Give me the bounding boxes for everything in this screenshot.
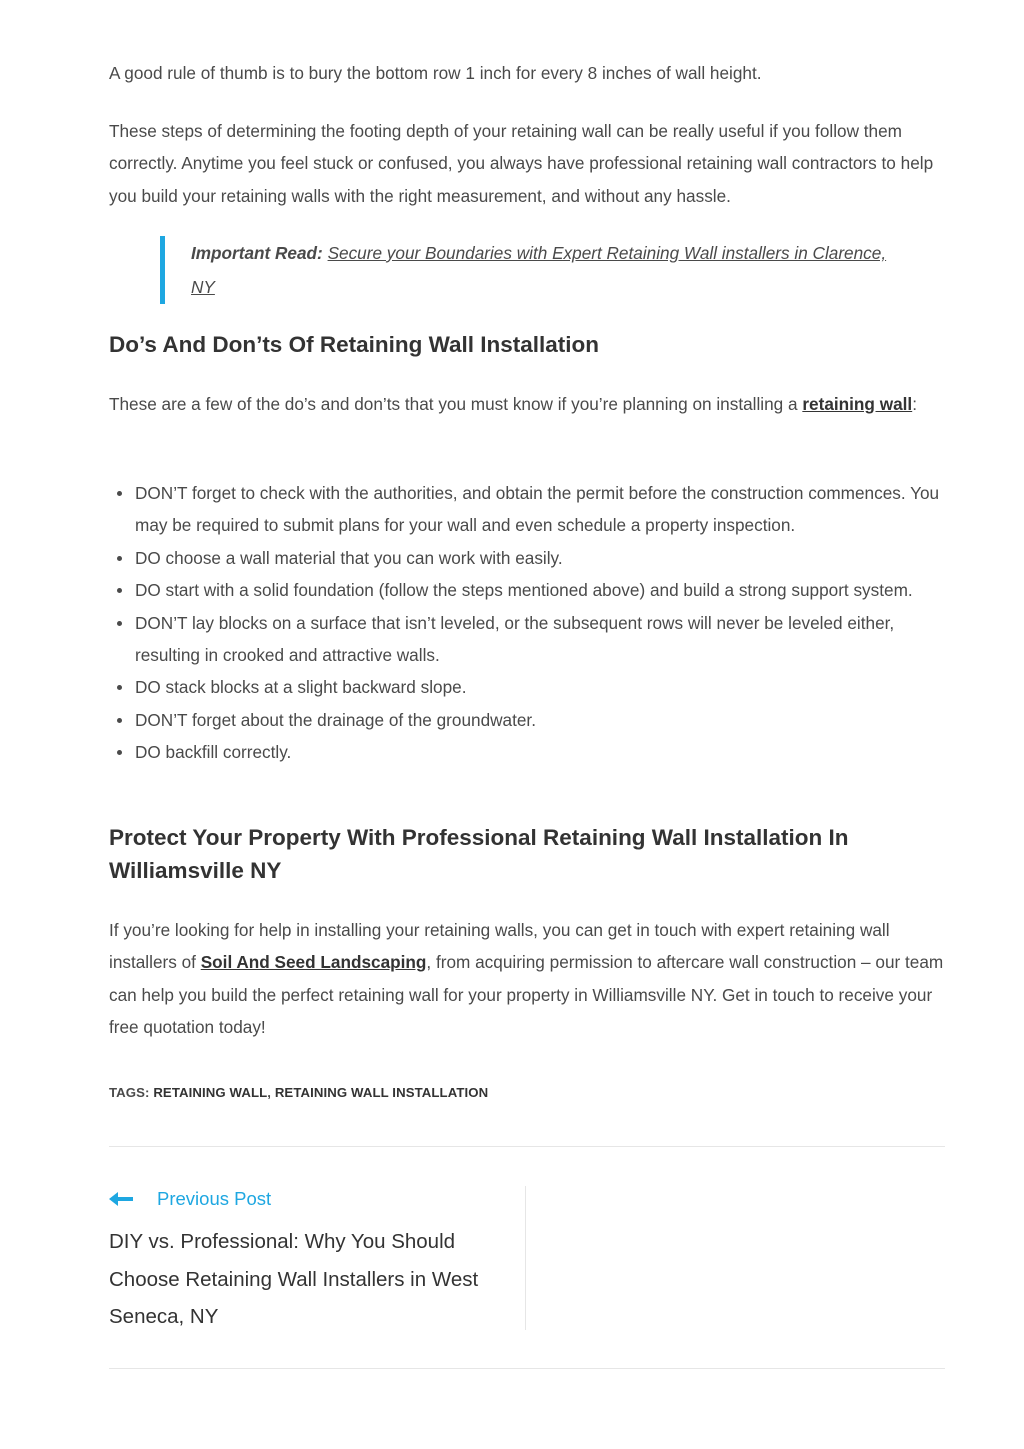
dos-intro-colon: :: [912, 394, 917, 414]
heading-protect-property: Protect Your Property With Professional Retaining Wall Installation In Williamsville NY: [109, 825, 849, 883]
previous-post-nav[interactable]: [109, 1186, 527, 1330]
previous-post-label-row[interactable]: [109, 1188, 271, 1210]
list-item: DON’T lay blocks on a surface that isn’t leveled, or the subsequent rows will never be leveled either, resulting in crooked and attractive walls.: [135, 607, 955, 672]
dos-intro-text: These are a few of the do’s and don’ts that you must know if you’re planning on installing a: [109, 394, 803, 414]
heading-dos-donts: Do’s And Don’ts Of Retaining Wall Installation: [109, 332, 600, 357]
tags-separator: ,: [267, 1085, 275, 1100]
paragraph-contact: [109, 914, 945, 1044]
important-read-quote: [160, 236, 911, 304]
paragraph-rule-of-thumb: A good rule of thumb is to bury the bottom row 1 inch for every 8 inches of wall height.: [109, 63, 762, 83]
post-nav-divider: [525, 1186, 526, 1330]
soil-and-seed-link[interactable]: Soil And Seed Landscaping: [200, 952, 427, 973]
tags-label: TAGS:: [109, 1085, 150, 1100]
list-item: DO backfill correctly.: [135, 736, 955, 768]
list-item: DON’T forget about the drainage of the groundwater.: [135, 704, 955, 736]
list-item: DO stack blocks at a slight backward slope.: [135, 671, 955, 703]
previous-post-title[interactable]: DIY vs. Professional: Why You Should Choose Retaining Wall Installers in West Seneca, NY: [109, 1230, 479, 1328]
arrow-left-icon: [109, 1192, 135, 1206]
tag-link-retaining-wall[interactable]: RETAINING WALL: [153, 1085, 268, 1100]
retaining-wall-link[interactable]: retaining wall: [802, 394, 913, 414]
divider-bottom: [109, 1368, 945, 1369]
list-item: DON’T forget to check with the authorities, and obtain the permit before the construction commences. You may be required to submit plans for your wall and even schedule a property inspection.: [135, 477, 955, 542]
dos-donts-list: [109, 477, 955, 769]
divider-top: [109, 1146, 945, 1147]
post-tags: [109, 1085, 488, 1100]
important-read-label: Important Read:: [191, 243, 323, 263]
list-item: DO start with a solid foundation (follow the steps mentioned above) and build a strong support system.: [135, 574, 955, 606]
previous-post-label[interactable]: Previous Post: [157, 1188, 272, 1209]
contact-text-after: , from acquiring permission to aftercare wall construction – our team can help you build the perfect retaining wall for your property in Williamsville NY. Get in touch to receive your free quotation today!: [109, 952, 944, 1038]
contact-text-before: If you’re looking for help in installing your retaining walls, you can get in touch with expert retaining wall installers of: [109, 920, 890, 973]
list-item: DO choose a wall material that you can work with easily.: [135, 542, 955, 574]
tag-link-retaining-wall-installation[interactable]: RETAINING WALL INSTALLATION: [274, 1085, 489, 1100]
important-read-link[interactable]: Secure your Boundaries with Expert Retaining Wall installers in Clarence, NY: [191, 243, 887, 297]
paragraph-dos-intro: [109, 388, 939, 420]
paragraph-footing-steps: These steps of determining the footing depth of your retaining wall can be really useful if you follow them correctly. Anytime you feel stuck or confused, you always have professional retaining wall contractors to help you build your retaining walls with the right measurement, and without any hassle.: [109, 121, 934, 206]
